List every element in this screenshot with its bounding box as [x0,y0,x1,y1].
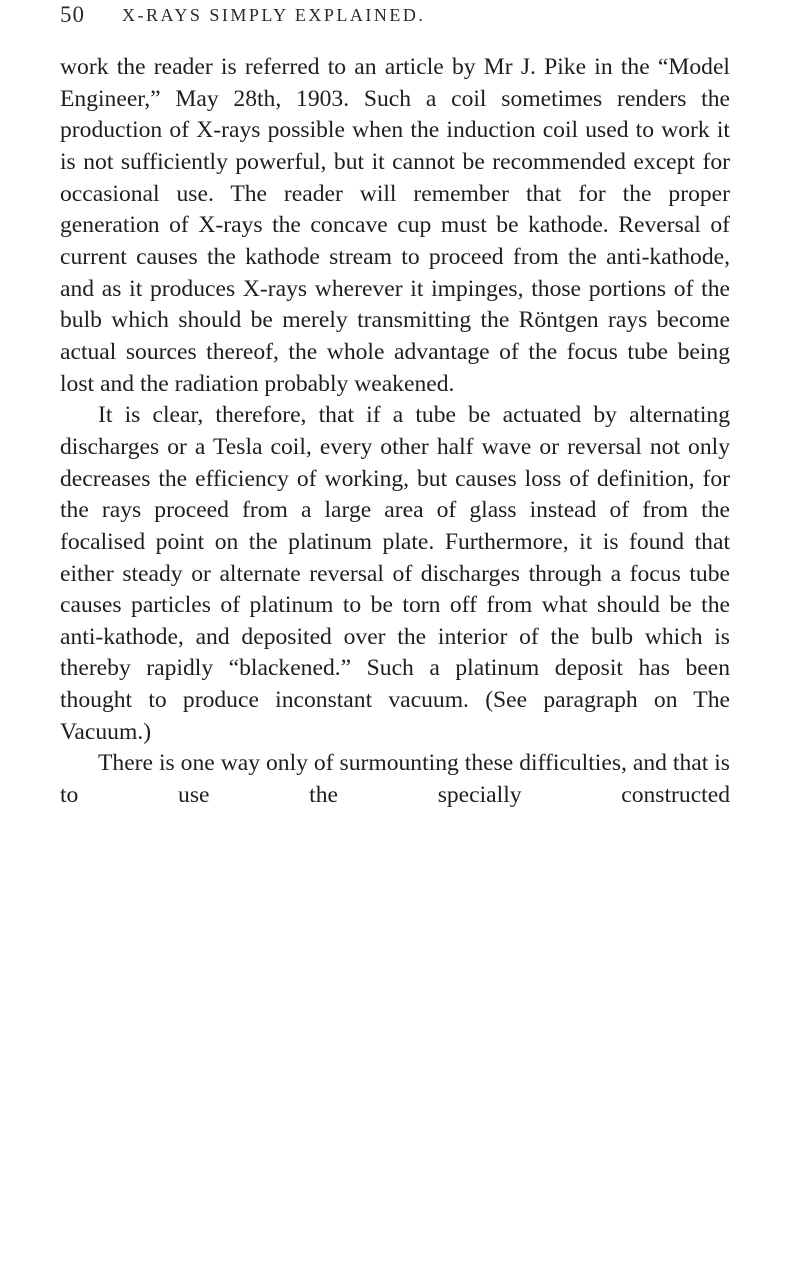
running-title: X-RAYS SIMPLY EXPLAINED. [122,5,426,25]
paragraph: It is clear, therefore, that if a tube be actuated by alternating discharges or a Tesla coil, every other half wave or reversal not only decreases the efficiency of working, but causes loss of definition, for the rays proceed from a large area of glass instead of from the focalised point on the platinum plate. Furthermore, it is found that either steady or alternate reversal of discharges through a focus tube causes particles of platinum to be torn off from what should be the anti-kathode, and deposited over the interior of the bulb which is thereby rapidly “blackened.” Such a platinum deposit has been thought to produce inconstant vacuum. (See paragraph on The Vacuum.) [60,402,730,745]
running-head [60,2,700,32]
paragraph-continues-next-page: There is one way only of surmounting these difficulties, and that is to use the specially constructed [60,750,730,809]
body-text [60,52,730,812]
paragraph-continued: work the reader is referred to an article by Mr J. Pike in the “Model Engineer,” May 28th, 1903. Such a coil sometimes renders the production of X-rays possible when the induction coil used to work it is not sufficiently powerful, but it cannot be recommended except for occasional use. The reader will remember that for the proper generation of X-rays the concave cup must be kathode. Reversal of current causes the kathode stream to proceed from the anti-kathode, and as it produces X-rays wherever it impinges, those portions of the bulb which should be merely transmitting the Röntgen rays become actual sources thereof, the whole advantage of the focus tube being lost and the radiation probably weakened. [60,54,730,397]
page-number: 50 [60,2,85,27]
